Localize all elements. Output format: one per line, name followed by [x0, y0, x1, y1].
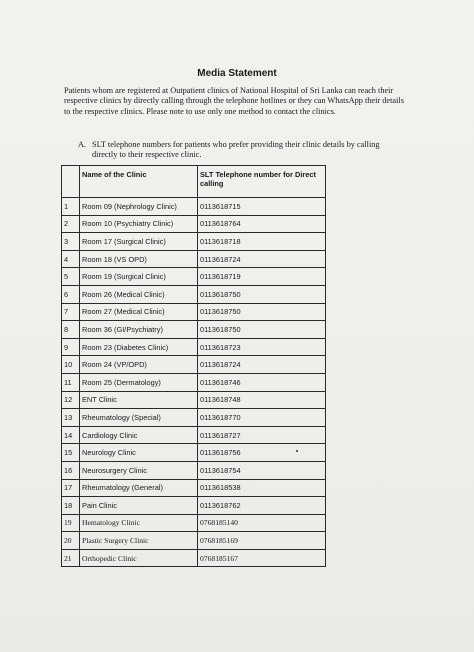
row-number: 14 [62, 426, 80, 444]
phone-number: 0113618748 [198, 391, 326, 409]
phone-number: 0768185169 [198, 532, 326, 550]
clinic-name: Room 19 (Surgical Clinic) [80, 268, 198, 286]
row-number: 10 [62, 356, 80, 374]
section-a [78, 140, 400, 161]
phone-number: 0113618754 [198, 461, 326, 479]
table-row [62, 514, 326, 532]
table-row [62, 303, 326, 321]
clinic-name: Neurosurgery Clinic [80, 461, 198, 479]
clinic-name: Room 17 (Surgical Clinic) [80, 233, 198, 251]
header-number [62, 166, 80, 198]
row-number: 18 [62, 497, 80, 515]
row-number: 20 [62, 532, 80, 550]
row-number: 17 [62, 479, 80, 497]
table-row [62, 356, 326, 374]
table-row [62, 426, 326, 444]
clinic-name: Room 10 (Psychiatry Clinic) [80, 215, 198, 233]
clinic-name: Room 25 (Dermatology) [80, 373, 198, 391]
table-row [62, 444, 326, 462]
row-number: 11 [62, 373, 80, 391]
clinic-name: Pain Clinic [80, 497, 198, 515]
clinic-name: Hematology Clinic [80, 514, 198, 532]
phone-number: 0113618724 [198, 250, 326, 268]
table-row [62, 198, 326, 216]
clinic-name: Room 23 (Diabetes Clinic) [80, 338, 198, 356]
table-row [62, 497, 326, 515]
table-row [62, 215, 326, 233]
phone-number: 0113618538 [198, 479, 326, 497]
row-number: 5 [62, 268, 80, 286]
phone-number: 0113618746 [198, 373, 326, 391]
phone-number: 0113618723 [198, 338, 326, 356]
phone-number: 0768185140 [198, 514, 326, 532]
phone-number: 0113618724 [198, 356, 326, 374]
row-number: 4 [62, 250, 80, 268]
phone-number: 0113618770 [198, 409, 326, 427]
clinic-name: Room 09 (Nephrology Clinic) [80, 198, 198, 216]
row-number: 1 [62, 198, 80, 216]
row-number: 3 [62, 233, 80, 251]
row-number: 21 [62, 549, 80, 567]
clinic-name: Room 26 (Medical Clinic) [80, 285, 198, 303]
row-number: 13 [62, 409, 80, 427]
row-number: 16 [62, 461, 80, 479]
row-number: 15 [62, 444, 80, 462]
intro-paragraph: Patients whom are registered at Outpatient clinics of National Hospital of Sri Lanka can reach their respective clinics by directly calling through the telephone hotlines or they can WhatsApp their details to the respective clinics. Please note to use only one method to contact the clinics. [64, 86, 404, 116]
row-number: 19 [62, 514, 80, 532]
clinic-name: Neurology Clinic [80, 444, 198, 462]
phone-number: 0113618727 [198, 426, 326, 444]
row-number: 12 [62, 391, 80, 409]
table-row [62, 532, 326, 550]
clinic-name: Rheumatology (Special) [80, 409, 198, 427]
table-row [62, 409, 326, 427]
phone-number: 0768185167 [198, 549, 326, 567]
clinic-name: ENT Clinic [80, 391, 198, 409]
row-number: 7 [62, 303, 80, 321]
clinic-name: Cardiology Clinic [80, 426, 198, 444]
clinic-name: Room 36 (GI/Psychiatry) [80, 321, 198, 339]
row-number: 6 [62, 285, 80, 303]
clinic-name: Plastic Surgery Clinic [80, 532, 198, 550]
row-number: 2 [62, 215, 80, 233]
table-row [62, 461, 326, 479]
table-row [62, 373, 326, 391]
clinic-name: Room 27 (Medical Clinic) [80, 303, 198, 321]
clinic-name: Rheumatology (General) [80, 479, 198, 497]
row-number: 8 [62, 321, 80, 339]
table-row [62, 338, 326, 356]
phone-number: 0113618750 [198, 321, 326, 339]
table-row [62, 250, 326, 268]
phone-number: 0113618756 [198, 444, 326, 462]
table-header-row [62, 166, 326, 198]
clinic-phone-table [61, 165, 326, 567]
header-clinic-name: Name of the Clinic [80, 166, 198, 198]
table-row [62, 549, 326, 567]
header-phone: SLT Telephone number for Direct calling [198, 166, 326, 198]
section-a-text: SLT telephone numbers for patients who prefer providing their clinic details by calling directly to their respective clinic. [92, 140, 380, 160]
table-row [62, 233, 326, 251]
clinic-name: Orthopedic Clinic [80, 549, 198, 567]
page-title: Media Statement [197, 68, 277, 79]
table-row [62, 268, 326, 286]
phone-number: 0113618750 [198, 303, 326, 321]
clinic-name: Room 24 (VP/OPD) [80, 356, 198, 374]
phone-number: 0113618762 [198, 497, 326, 515]
phone-number: 0113618764 [198, 215, 326, 233]
table-row [62, 321, 326, 339]
clinic-name: Room 18 (VS OPD) [80, 250, 198, 268]
phone-number: 0113618750 [198, 285, 326, 303]
phone-number: 0113618718 [198, 233, 326, 251]
table-row [62, 391, 326, 409]
phone-number: 0113618715 [198, 198, 326, 216]
section-a-marker: A. [78, 140, 87, 149]
table-row [62, 479, 326, 497]
scan-speck [296, 450, 298, 452]
table-row [62, 285, 326, 303]
phone-number: 0113618719 [198, 268, 326, 286]
row-number: 9 [62, 338, 80, 356]
